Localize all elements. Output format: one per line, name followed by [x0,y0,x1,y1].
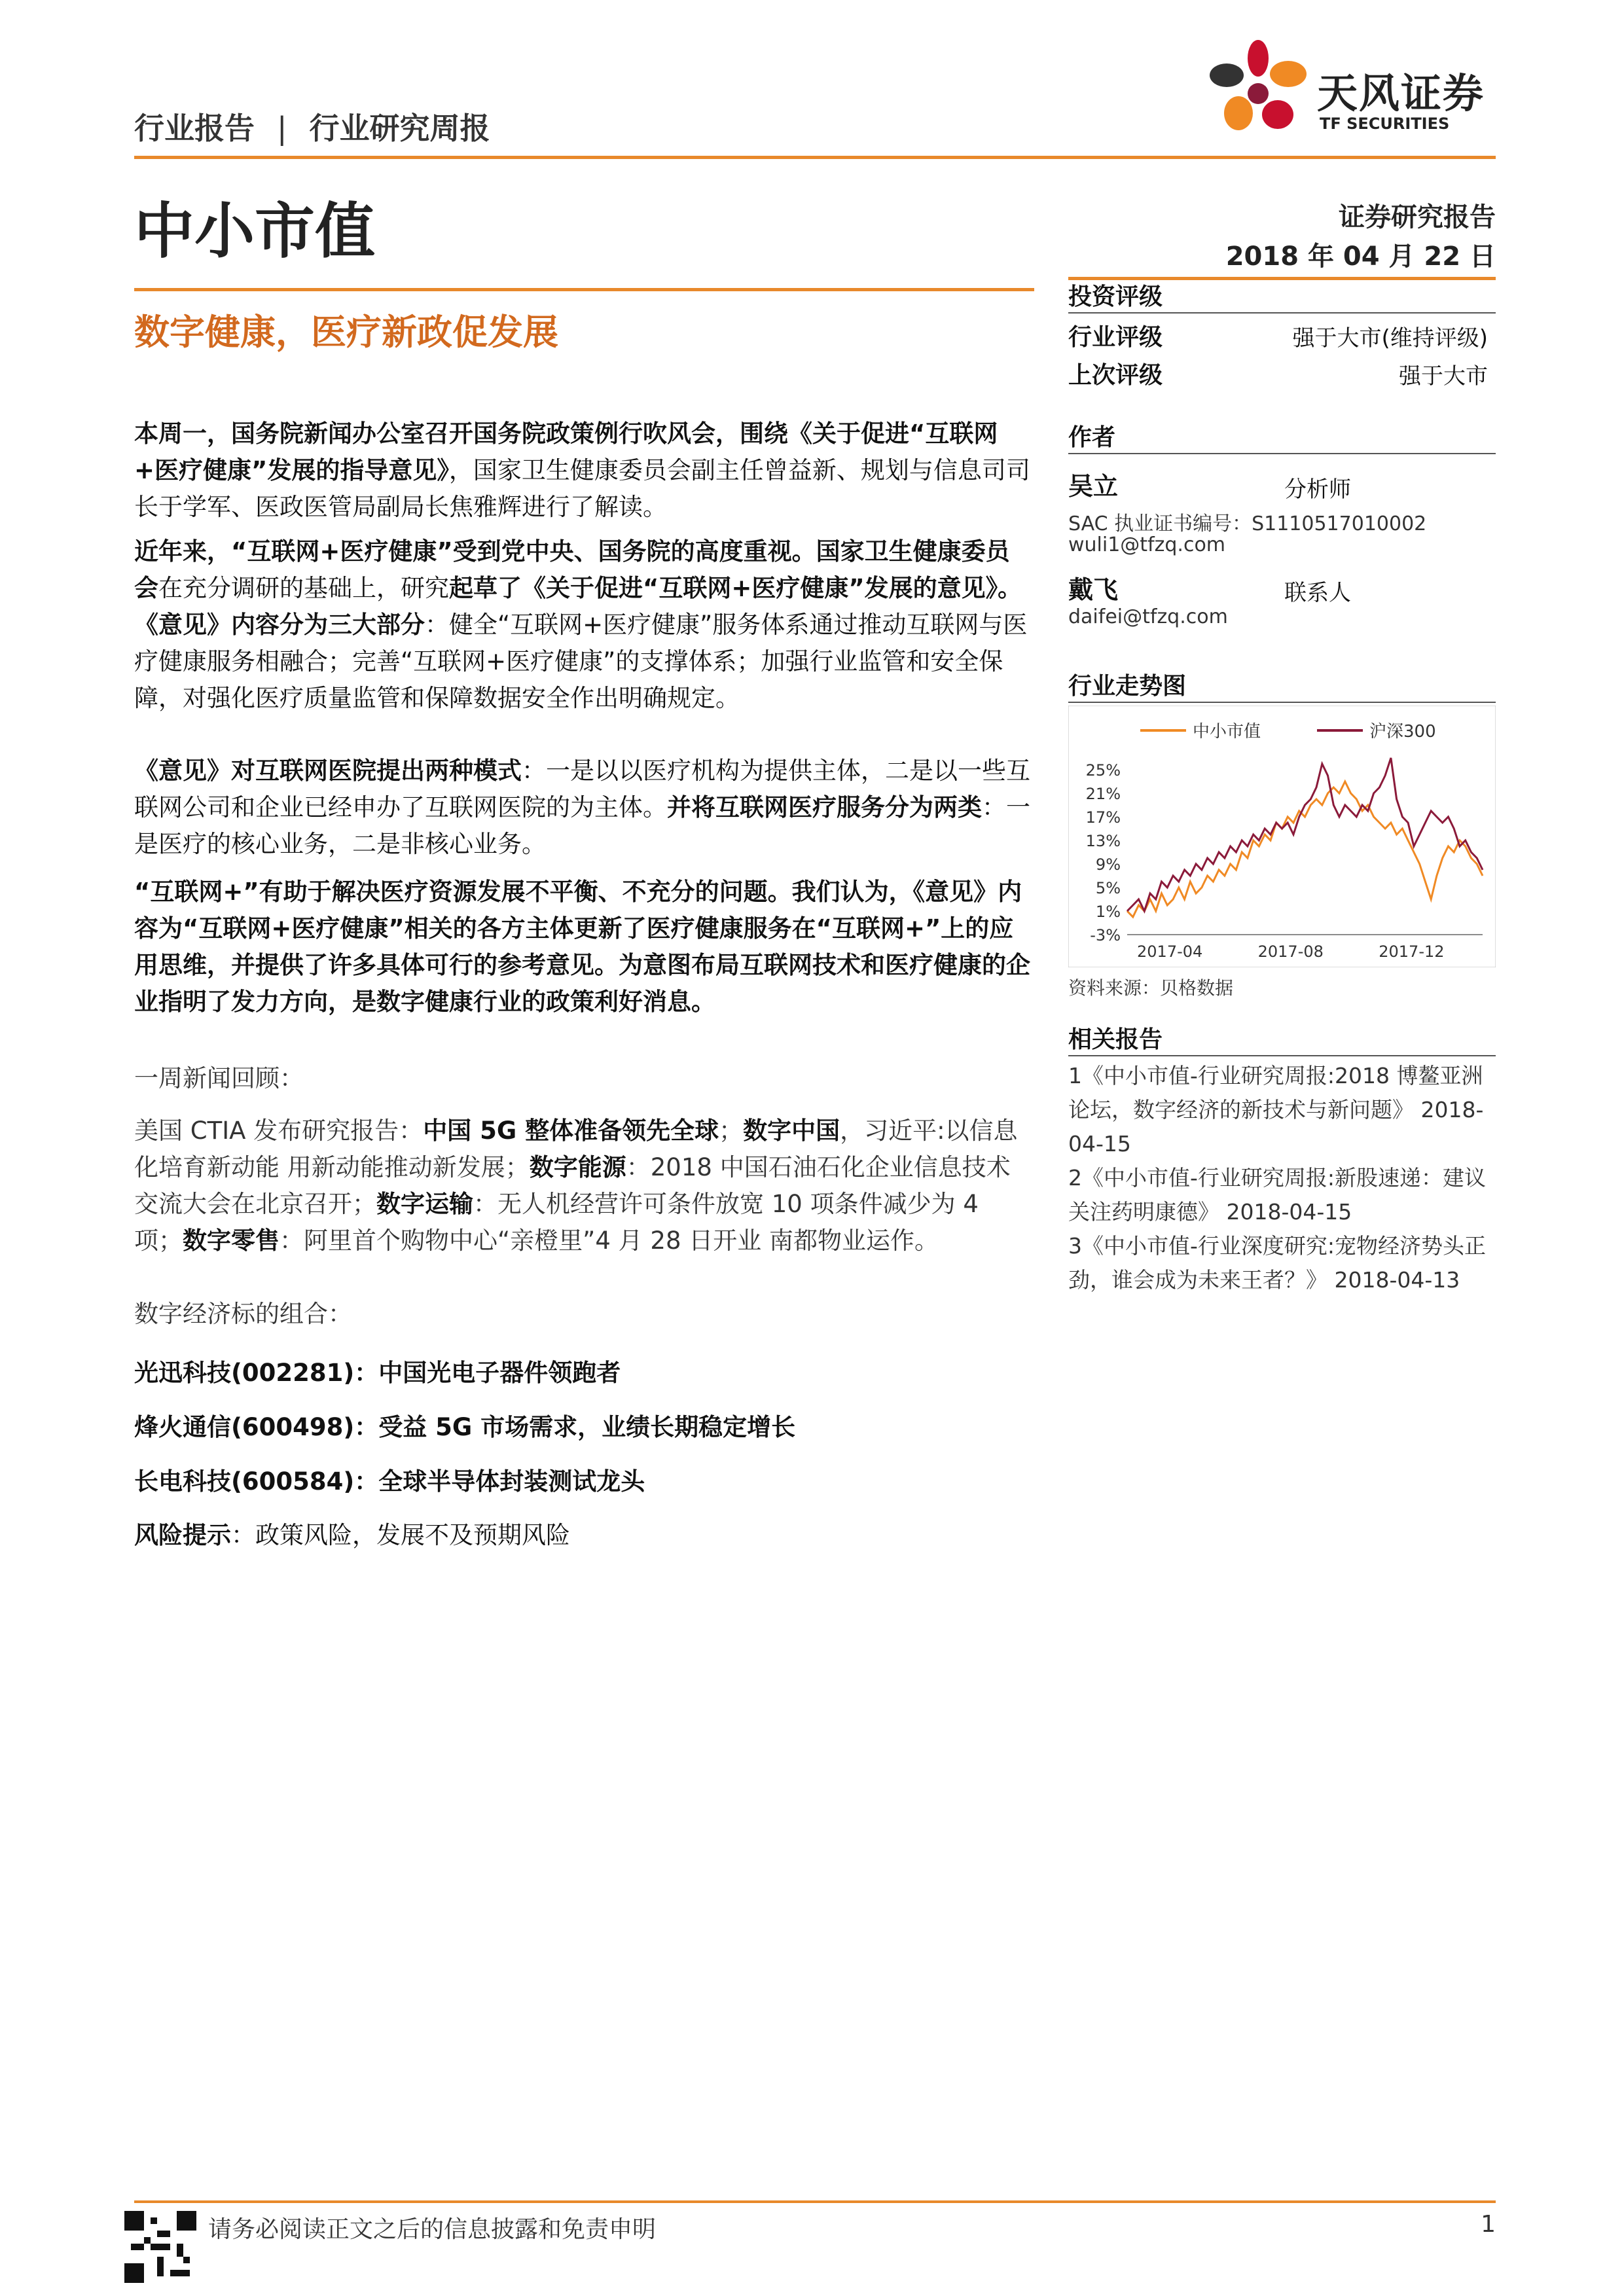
rating-heading: 投资评级 [1068,283,1163,310]
header-divider [134,156,1496,159]
author-role: 分析师 [1284,476,1351,503]
y-tick-label: -3% [1090,926,1121,944]
x-tick-label: 2017-12 [1379,942,1445,961]
risk-warning [134,1517,1031,1554]
risk-text: ：政策风险，发展不及预期风险 [231,1521,570,1549]
page-number: 1 [1481,2211,1496,2238]
title-divider-left [134,288,1034,291]
trend-source: 资料来源：贝格数据 [1068,977,1234,999]
news-text-2: ； [719,1117,744,1145]
policy-text-2: ：健全“互联网+医疗健康”服务体系通过推动互联网与医疗健康服务相融合；完善“互联网+医疗健康”的支撑体系；加强行业监管和安全保障，对强化医疗质量监管和保障数据安全作出明确规定。 [134,611,1028,712]
y-tick-label: 21% [1085,785,1121,803]
authors-divider [1068,453,1496,454]
modes-text-1: ：一是以以医疗机构为提供主体，二是以一些互联网公司和企业已经申办了互联网医院的为主体。 [134,757,1030,821]
risk-label: 风险提示 [134,1521,231,1549]
opinion-bold: “互联网+”有助于解决医疗资源发展不平衡、不充分的问题。我们认为，《意见》内容为“互联网+医疗健康”相关的各方主体更新了医疗健康服务在“互联网+”上的应用思维，并提供了许多具体可行的参考意见。为意图布局互联网技术和医疗健康的企业指明了发力方向，是数字健康行业的政策利好消息。 [134,878,1030,1016]
policy-text-1: 在充分调研的基础上，研究 [158,574,449,602]
contact-role: 联系人 [1284,580,1351,606]
industry-rating-value: 强于大市(维持评级) [1292,325,1488,351]
related-item-date: 2018-04-15 [1068,1097,1484,1157]
contact-name: 戴飞 [1068,575,1119,604]
related-divider [1068,1055,1496,1056]
industry-rating-label: 行业评级 [1068,324,1163,351]
news-bold-5: 数字零售 [183,1227,280,1255]
modes-bold-1: 《意见》对互联网医院提出两种模式 [134,757,522,785]
news-text-4: ：2018 中国石油石化企业信息技术交流大会在北京召开； [134,1153,1011,1218]
rating-divider [1068,312,1496,314]
report-subtitle: 数字健康，医疗新政促发展 [134,312,558,353]
related-item-date: 2018-04-15 [1226,1199,1352,1225]
related-heading: 相关报告 [1068,1026,1163,1053]
related-item-title[interactable]: 1《中小市值-行业研究周报:2018 博鳌亚洲论坛，数字经济的新技术与新问题》 [1068,1063,1483,1122]
policy-bold-1: 近年来，“互联网+医疗健康”受到党中央、国务院的高度重视。国家卫生健康委员会 [134,537,1010,602]
legend-label: 中小市值 [1193,722,1261,742]
footer-disclaimer: 请务必阅读正文之后的信息披露和免责申明 [208,2216,657,2243]
header-category [134,105,490,148]
brand-name-en: TF SECURITIES [1320,115,1450,133]
legend-label: 沪深300 [1369,722,1436,742]
report-date: 2018 年 04 月 22 日 [1225,242,1496,272]
news-heading: 一周新闻回顾： [134,1064,304,1092]
authors-heading: 作者 [1068,424,1116,451]
footer-divider [134,2200,1496,2203]
report-type: 证券研究报告 [1339,202,1496,232]
brand-name-cn: 天风证券 [1317,69,1485,117]
news-text-1: 美国 CTIA 发布研究报告： [134,1117,424,1145]
paragraph-news [134,1113,1031,1259]
x-tick-label: 2017-08 [1257,942,1324,961]
policy-bold-2: 起草了《关于促进“互联网+医疗健康”发展的意见》。《意见》内容分为三大部分 [134,574,1022,639]
brand-logo [1204,36,1492,147]
news-bold-1: 中国 5G 整体准备领先全球 [423,1117,719,1145]
related-item-title[interactable]: 2《中小市值-行业研究周报:新股速递：建议关注药明康德》 [1068,1165,1487,1225]
modes-text-2: ：一是医疗的核心业务，二是非核心业务。 [134,793,1030,858]
stock-item: 烽火通信(600498)：受益 5G 市场需求，业绩长期稳定增长 [134,1413,796,1441]
news-text-3: ，习近平:以信息化培育新动能 用新动能推动新发展； [134,1117,1018,1181]
paragraph-intro [134,416,1031,526]
category-separator: | [277,111,287,146]
subcategory-label: 行业研究周报 [309,111,490,146]
news-bold-2: 数字中国 [743,1117,840,1145]
related-item[interactable] [1068,1059,1487,1161]
y-tick-label: 9% [1095,855,1121,874]
previous-rating-value: 强于大市 [1399,363,1488,389]
news-text-5: ：无人机经营许可条件放宽 10 项条件减少为 4 项； [134,1190,979,1255]
x-tick-label: 2017-04 [1137,942,1203,961]
y-tick-label: 25% [1085,761,1121,780]
brand-flower-icon [1204,36,1309,147]
trend-heading: 行业走势图 [1068,673,1187,700]
paragraph-modes [134,753,1031,863]
author-name: 吴立 [1068,472,1119,501]
related-item-date: 2018-04-13 [1334,1267,1460,1293]
trend-divider [1068,702,1496,703]
y-tick-label: 17% [1085,808,1121,827]
intro-text: ，国家卫生健康委员会副主任曾益新、规划与信息司司长于学军、医政医管局副局长焦雅辉进行了解读。 [134,456,1030,521]
author-cert: SAC 执业证书编号：S1110517010002 [1068,512,1427,535]
paragraph-opinion [134,874,1031,1020]
news-bold-3: 数字能源 [529,1153,626,1181]
related-item-title[interactable]: 3《中小市值-行业深度研究:宠物经济势头正劲，谁会成为未来王者？》 [1068,1233,1487,1293]
qr-code-icon [124,2211,196,2283]
previous-rating-label: 上次评级 [1068,362,1163,389]
stock-item: 长电科技(600584)：全球半导体封装测试龙头 [134,1467,645,1496]
news-text-6: ：阿里首个购物中心“亲橙里”4 月 28 日开业 南都物业运作。 [280,1227,939,1255]
author-email[interactable]: wuli1@tfzq.com [1068,533,1226,556]
y-tick-label: 13% [1085,832,1121,850]
related-item[interactable] [1068,1229,1487,1297]
trend-chart [1068,706,1496,967]
page-title: 中小市值 [134,196,376,266]
modes-bold-2: 并将互联网医疗服务分为两类 [667,793,982,821]
y-tick-label: 1% [1095,903,1121,921]
news-bold-4: 数字运输 [376,1190,473,1218]
related-item[interactable] [1068,1161,1487,1229]
combo-heading: 数字经济标的组合： [134,1300,352,1328]
y-tick-label: 5% [1095,879,1121,897]
related-list [1068,1059,1487,1297]
contact-email[interactable]: daifei@tfzq.com [1068,605,1228,628]
stock-item: 光迅科技(002281)：中国光电子器件领跑者 [134,1359,621,1387]
paragraph-policy [134,533,1031,717]
category-label: 行业报告 [134,111,255,146]
chart-frame [1068,706,1496,967]
intro-bold: 本周一，国务院新闻办公室召开国务院政策例行吹风会，围绕《关于促进“互联网+医疗健康”发展的指导意见》 [134,420,998,484]
